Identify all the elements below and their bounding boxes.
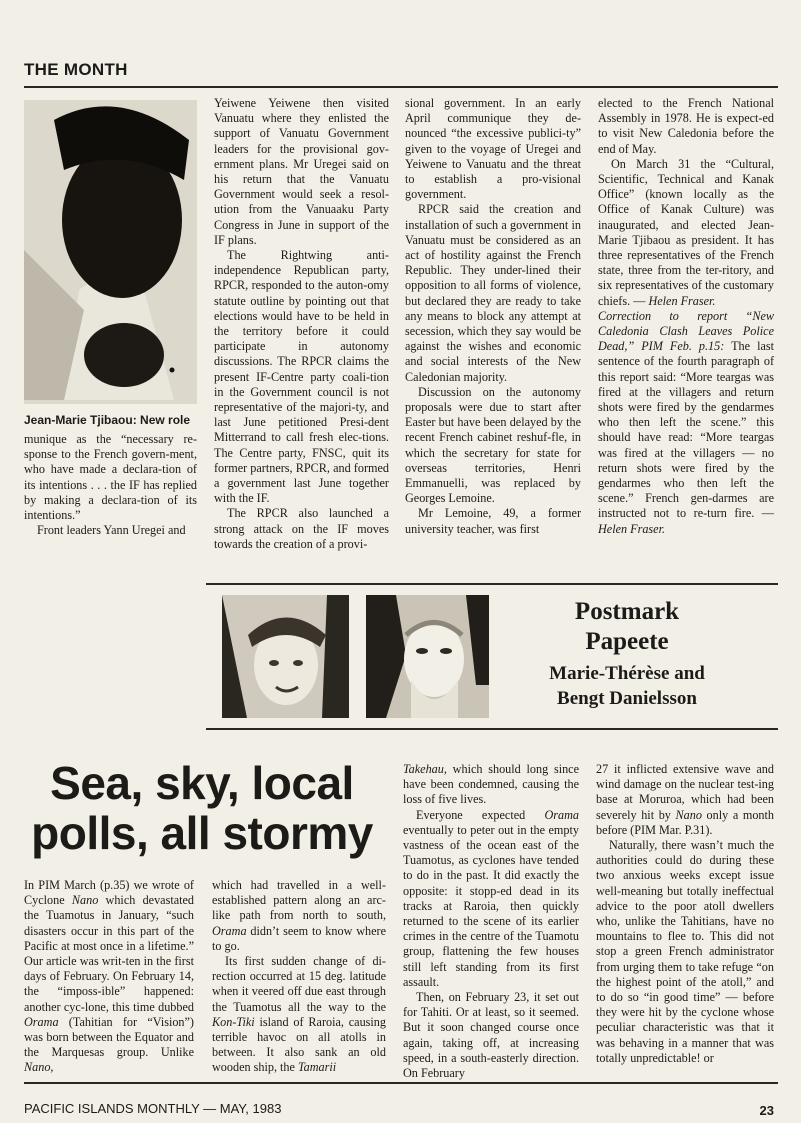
- paragraph: [24, 878, 194, 1076]
- italic-text: Nano,: [24, 1060, 54, 1075]
- text: didn’t seem to know where to go.: [212, 923, 386, 953]
- postmark-bottom-rule: [206, 728, 778, 730]
- paragraph: Front leaders Yann Uregei and: [37, 523, 186, 538]
- section-header: THE MONTH: [24, 60, 128, 79]
- paragraph: Discussion on the autonomy proposals were due to start after Easter but have been delayed by the recent French cabinet reshuf-fle, in which the secretary for state for overseas territories, Henri Emmanuelli, was replaced by Georges Lemoine.: [405, 384, 581, 506]
- paragraph: Then, on February 23, it set out for Tahiti. Or at least, so it seemed. But it soon changed course once again, taking off, at increasing speed, in a south-easterly direction. On February: [403, 990, 579, 1081]
- paragraph: The RPCR also launched a strong attack on the IF moves towards the creation of a provi-: [214, 506, 389, 551]
- header-rule: [24, 86, 778, 88]
- paragraph: The Rightwing anti-independence Republican party, RPCR, responded to the auton-omy statute outline by pointing out that elections would have to be held in the territory before it could participate in autonomy discussions. The RPCR claims the present IF-Centre party coali-tion in the Government council is not representative of the majori-ty, and last June petitioned Presi-dent Mitterrand to call fresh elec-tions. The Centre party, FNSC, quit its former partners, RPCR, and formed a government last June together with the IF.: [214, 248, 389, 506]
- postmark-top-rule: [206, 583, 778, 585]
- paragraph-text: On March 31 the “Cultural, Scientific, Technical and Kanak Office” (known locally as the Office of Kanak Culture) was inaugurated, and elected Jean-Marie Tjibaou as president. It has three representatives of the French state, three from the ter-ritory, and six representatives of the customary chiefs. —: [598, 156, 774, 308]
- paragraph: elected to the French National Assembly in 1978. He is expect-ed to visit New Caledonia before the end of May.: [598, 96, 774, 156]
- photo-caption: Jean-Marie Tjibaou: New role: [24, 413, 191, 427]
- article-col2: [212, 878, 386, 1076]
- portrait-image: [24, 100, 197, 404]
- footer-rule: [24, 1082, 778, 1084]
- byline: Helen Fraser.: [648, 293, 716, 308]
- text: island of Raroia, causing terrible havoc on all atolls in between. It also sank an old wooden ship, the: [212, 1014, 386, 1075]
- byline: Helen Fraser.: [598, 521, 666, 536]
- paragraph: [212, 954, 386, 1076]
- text: which should long since have been condemned, causing the loss of five lives.: [403, 762, 579, 807]
- postmark-authors-1: Marie-Thérèse and: [549, 663, 705, 684]
- article-col1: [24, 878, 194, 1076]
- paragraph: munique as the “necessary re-sponse to the French govern-ment, who have made a declara-tion of its intentions . . . the IF has replied by making a declara-tion of its intentions.”: [24, 432, 197, 523]
- paragraph: [212, 878, 386, 954]
- paragraph: Naturally, there wasn’t much the authorities could do during these two anxious weeks except issue well-meaning but totally ineffectual advice to the poor atoll dwellers who, unlike the Tahitians, have no mountains to flee to. This did not stop a green French administrator from urging them to take refuge “on the highest point of the atoll,” and to do so “in good time” — before they were hit by the cyclone whose peculiar characteristic was that it was behaving in a manner that was totally unpredictable! or: [596, 838, 774, 1065]
- italic-text: Takehau,: [403, 762, 447, 776]
- portrait-woman-photo: [222, 595, 349, 718]
- paragraph: Mr Lemoine, 49, a former university teacher, was first: [405, 506, 581, 536]
- italic-text: Kon-Tiki: [212, 1014, 255, 1029]
- man-image: [366, 595, 489, 718]
- text: In PIM March (p.35) we wrote of Cyclone: [24, 878, 194, 908]
- postmark-authors-2: Bengt Danielsson: [557, 688, 697, 709]
- text: (Tahitian for “Vision”) was born between the Equator and the Marquesas group. Unlike: [24, 1014, 194, 1060]
- paragraph: RPCR said the creation and installation of such a government in Vanuatu must be considered as an act of hostility against the French Republic. They under-lined their opposition to all forms of violence, but declared they are ready to take any means to block any attempt at secession, which they say would be against the wishes and economic and social interests of the New Caledonian majority.: [405, 202, 581, 384]
- page-number: 23: [759, 1103, 774, 1118]
- italic-text: Orama: [212, 923, 247, 938]
- text: Everyone expected: [416, 807, 545, 822]
- text: only a month before (PIM Mar. P.31).: [596, 807, 774, 837]
- top-article-col1: [24, 432, 197, 538]
- italic-text: Orama: [24, 1014, 59, 1029]
- headline-line1: Sea, sky, local: [50, 757, 354, 809]
- paragraph: [403, 762, 579, 808]
- portrait-photo: [24, 100, 197, 404]
- italic-text: Orama: [544, 807, 579, 822]
- postmark-title-1: Postmark: [574, 598, 680, 625]
- top-article-col2: [214, 96, 389, 552]
- italic-text: Nano: [675, 807, 702, 822]
- woman-image: [222, 595, 349, 718]
- article-col3: [403, 762, 579, 1081]
- footer-publication: PACIFIC ISLANDS MONTHLY — MAY, 1983: [24, 1101, 282, 1116]
- italic-text: Nano: [71, 893, 99, 908]
- paragraph: sional government. In an early April communique they de-nounced “the excessive publici-ty” given to the voyage of Uregei and Yeiwene to Vanuatu and the threat to establish a pro-visional government.: [405, 96, 581, 202]
- text: Its first sudden change of di-rection occurred at 15 deg. latitude when it veered off due east through the Tuamotus all the way to the: [212, 954, 386, 1014]
- text: eventually to peter out in the empty vastness of the ocean east of the Tuamotus, as cyclones have tended to do in the past. It did exactly the opposite: it stopp-ed dead in its tracks at Raroia, then quickly returned to the scene of its earlier crimes in the centre of the Tuamotu group, flattening the few houses still left standing from its first assault.: [403, 822, 579, 989]
- correction: [598, 309, 774, 537]
- headline-line2: polls, all stormy: [31, 807, 373, 859]
- text: which devastated the Tuamotus in January, “such disasters occur in this part of the Pacific at most once in a lifetime.” Our article was writ-ten in the first days of February. On February 14, the “imposs-ible” happened: another cyc-lone, this time dubbed: [24, 893, 195, 1014]
- text: which had travelled in a well-established pattern along an arc-like path from north to south,: [212, 878, 386, 923]
- top-article-col4: [598, 96, 774, 537]
- paragraph: [596, 762, 774, 838]
- postmark-title-2: Papeete: [585, 628, 669, 655]
- paragraph: Yeiwene Yeiwene then visited Vanuatu where they enlisted the support of Vanuatu Government leaders for the provisional gov-ernment plans. Mr Uregei said on his return that the Vanuatu Government would seek a resol-ution from the Vanuaaku Party Congress in June in support of the IF plans.: [214, 96, 389, 247]
- portrait-man-photo: [366, 595, 489, 718]
- text: 27 it inflicted extensive wave and wind damage on the nuclear test-ing base at Moruroa, which had been severely hit by: [596, 762, 774, 822]
- paragraph: [403, 808, 579, 990]
- top-article-col3: [405, 96, 581, 537]
- correction-text: The last sentence of the fourth paragraph of this report said: “More teargas was fired at the villagers and return shots were fired by the gendarmes who then left the scene.” this should have read: “More teargas was fired at the villagers — no return shots were fired by the gendarmes who then left the scene.” French gen-darmes are instructed not to re-turn fire. —: [598, 339, 774, 521]
- correction-heading: Correction to report “New Caledonia Clash Leaves Police Dead,” PIM Feb. p.15:: [598, 308, 774, 354]
- italic-text: Tamarii: [297, 1060, 337, 1075]
- paragraph: [598, 157, 774, 309]
- article-col4: [596, 762, 774, 1066]
